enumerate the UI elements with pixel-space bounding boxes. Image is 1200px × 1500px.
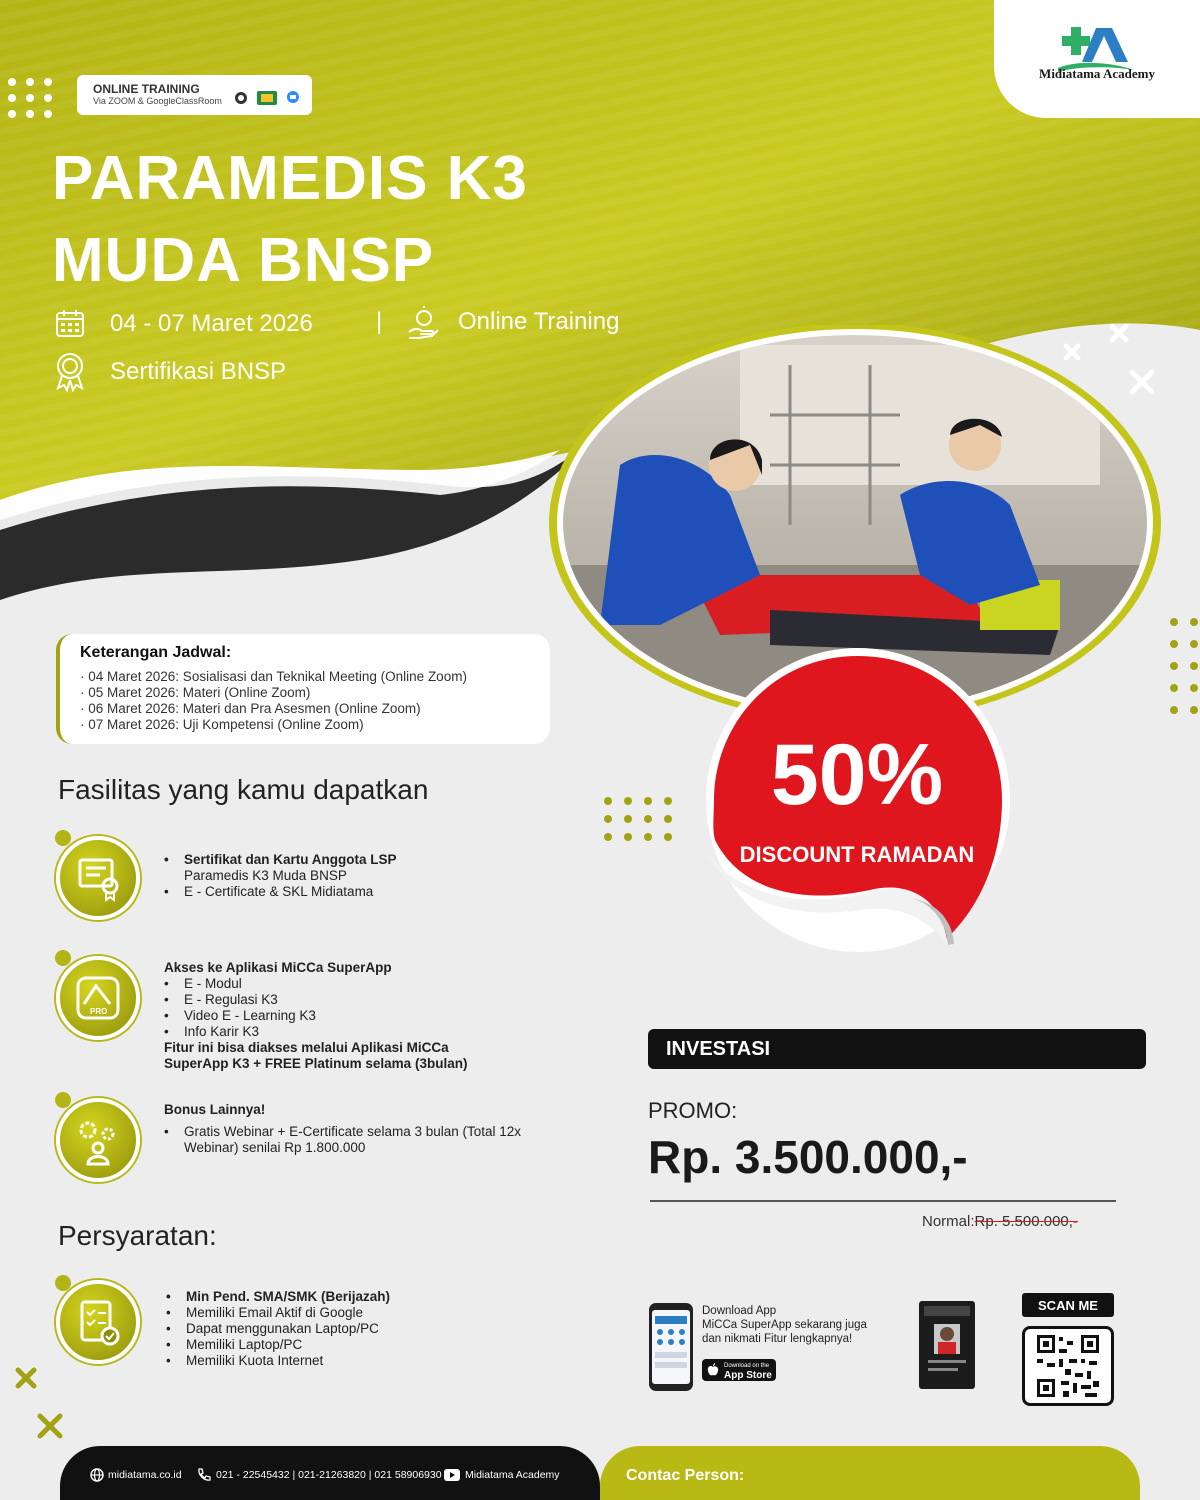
- member-card-icon: [918, 1300, 976, 1390]
- badge-subtitle: Via ZOOM & GoogleClassRoom: [93, 96, 222, 106]
- facility-group-2: [164, 960, 524, 1072]
- facility-2-item: • Video E - Learning K3: [164, 1008, 524, 1024]
- discount-percent: 50%: [770, 727, 944, 823]
- requirement-item: • Memiliki Laptop/PC: [166, 1337, 526, 1353]
- checklist-icon-circle: [56, 1280, 140, 1364]
- youtube-icon: [444, 1469, 460, 1481]
- qr-code[interactable]: [1022, 1326, 1114, 1406]
- apple-icon: [707, 1363, 719, 1377]
- investment-bar: INVESTASI: [648, 1029, 1146, 1069]
- discount-label: DISCOUNT RAMADAN: [739, 842, 975, 867]
- decorative-dots-right: [1170, 618, 1198, 714]
- calendar-icon: [55, 308, 85, 338]
- facility-2-note: SuperApp K3 + FREE Platinum selama (3bulan): [164, 1056, 468, 1071]
- decorative-x-marks-olive: [14, 1364, 74, 1444]
- micca-app-icon-circle: [56, 956, 140, 1040]
- schedule-item: · 07 Maret 2026: Uji Kompetensi (Online Zoom): [80, 717, 364, 732]
- course-title-line-1: PARAMEDIS K3: [52, 144, 528, 213]
- app-store-button[interactable]: [702, 1359, 776, 1381]
- download-line-2: MiCCa SuperApp sekarang juga: [702, 1319, 867, 1331]
- gears-person-icon: [60, 1102, 136, 1178]
- normal-price-value: Rp. 5.500.000,-: [974, 1213, 1078, 1230]
- facility-1-continuation: Paramedis K3 Muda BNSP: [184, 868, 347, 883]
- micca-app-icon: [60, 960, 136, 1036]
- badge-title: ONLINE TRAINING: [93, 82, 200, 96]
- facility-group-3: [164, 1102, 564, 1156]
- app-store-small: Download on the: [724, 1363, 770, 1369]
- price-divider: [650, 1200, 1116, 1202]
- requirement-item: • Memiliki Kuota Internet: [166, 1353, 526, 1369]
- footer-contact-bar: [60, 1446, 600, 1500]
- facility-3-title: Bonus Lainnya!: [164, 1102, 266, 1117]
- info-separator: |: [376, 308, 383, 335]
- phone-numbers[interactable]: 021 - 22545432 | 021-21263820 | 021 58906930: [216, 1469, 442, 1481]
- bonus-icon-circle: [56, 1098, 140, 1182]
- normal-price: [922, 1213, 1078, 1230]
- schedule-item: · 06 Maret 2026: Materi dan Pra Asesmen (Online Zoom): [80, 701, 421, 716]
- decorative-dots-top-left: [8, 78, 52, 118]
- training-date: 04 - 07 Maret 2026: [110, 310, 313, 337]
- facility-1-title: • Sertifikat dan Kartu Anggota LSP: [164, 852, 464, 868]
- app-store-label: App Store: [724, 1370, 772, 1381]
- schedule-item: · 05 Maret 2026: Materi (Online Zoom): [80, 685, 311, 700]
- online-training-icon: [406, 306, 440, 340]
- platform-icons: [233, 88, 309, 108]
- globe-icon: [90, 1468, 104, 1482]
- checklist-icon: [60, 1284, 136, 1360]
- phone-icon: [196, 1467, 212, 1483]
- online-training-badge: [77, 75, 312, 115]
- promo-label: PROMO:: [648, 1098, 738, 1123]
- facility-1-item: • E - Certificate & SKL Midiatama: [164, 884, 464, 900]
- schedule-title: Keterangan Jadwal:: [80, 644, 232, 661]
- logo-container: [994, 0, 1200, 118]
- qr-code-icon: [1025, 1329, 1111, 1403]
- training-mode: Online Training: [458, 308, 620, 335]
- promo-price: Rp. 3.500.000,-: [648, 1131, 968, 1183]
- download-app-text: [702, 1304, 902, 1346]
- website-link[interactable]: midiatama.co.id: [108, 1469, 182, 1481]
- facility-2-title: Akses ke Aplikasi MiCCa SuperApp: [164, 960, 392, 975]
- facility-2-item: • Info Karir K3: [164, 1024, 524, 1040]
- schedule-box: [56, 634, 550, 744]
- facility-2-item: • E - Regulasi K3: [164, 992, 524, 1008]
- course-title-line-2: MUDA BNSP: [52, 226, 435, 295]
- phone-mockup-icon: [648, 1302, 694, 1392]
- facility-group-1: [164, 852, 464, 900]
- requirement-item: • Memiliki Email Aktif di Google: [166, 1305, 526, 1321]
- requirements-heading: Persyaratan:: [58, 1220, 217, 1251]
- requirement-item: • Min Pend. SMA/SMK (Berijazah): [166, 1289, 526, 1305]
- requirement-item: • Dapat menggunakan Laptop/PC: [166, 1321, 526, 1337]
- download-line-3: dan nikmati Fitur lengkapnya!: [702, 1333, 853, 1345]
- certificate-medal-icon: [54, 352, 86, 392]
- facility-2-item: • E - Modul: [164, 976, 524, 992]
- schedule-item: · 04 Maret 2026: Sosialisasi dan Teknikal Meeting (Online Zoom): [80, 669, 467, 684]
- download-line-1: Download App: [702, 1305, 777, 1317]
- facilities-heading: Fasilitas yang kamu dapatkan: [58, 774, 429, 805]
- normal-price-label: Normal:: [922, 1213, 975, 1230]
- certification: Sertifikasi BNSP: [110, 358, 287, 385]
- facility-2-note: Fitur ini bisa diakses melalui Aplikasi MiCCa: [164, 1040, 449, 1055]
- certificate-icon-circle: [56, 836, 140, 920]
- svg-text:PRO: PRO: [90, 1007, 108, 1016]
- scan-me-label: SCAN ME: [1022, 1293, 1114, 1317]
- logo-text: Midiatama Academy: [1039, 66, 1155, 81]
- requirements-list: [166, 1289, 526, 1369]
- youtube-channel[interactable]: Midiatama Academy: [465, 1469, 560, 1481]
- certificate-icon: [60, 840, 136, 916]
- facility-3-item: • Gratis Webinar + E-Certificate selama 3 bulan (Total 12x: [164, 1124, 564, 1140]
- contact-person-label: Contac Person:: [626, 1467, 745, 1484]
- course-title: [52, 138, 692, 302]
- facility-3-item-cont: Webinar) senilai Rp 1.800.000: [184, 1140, 366, 1155]
